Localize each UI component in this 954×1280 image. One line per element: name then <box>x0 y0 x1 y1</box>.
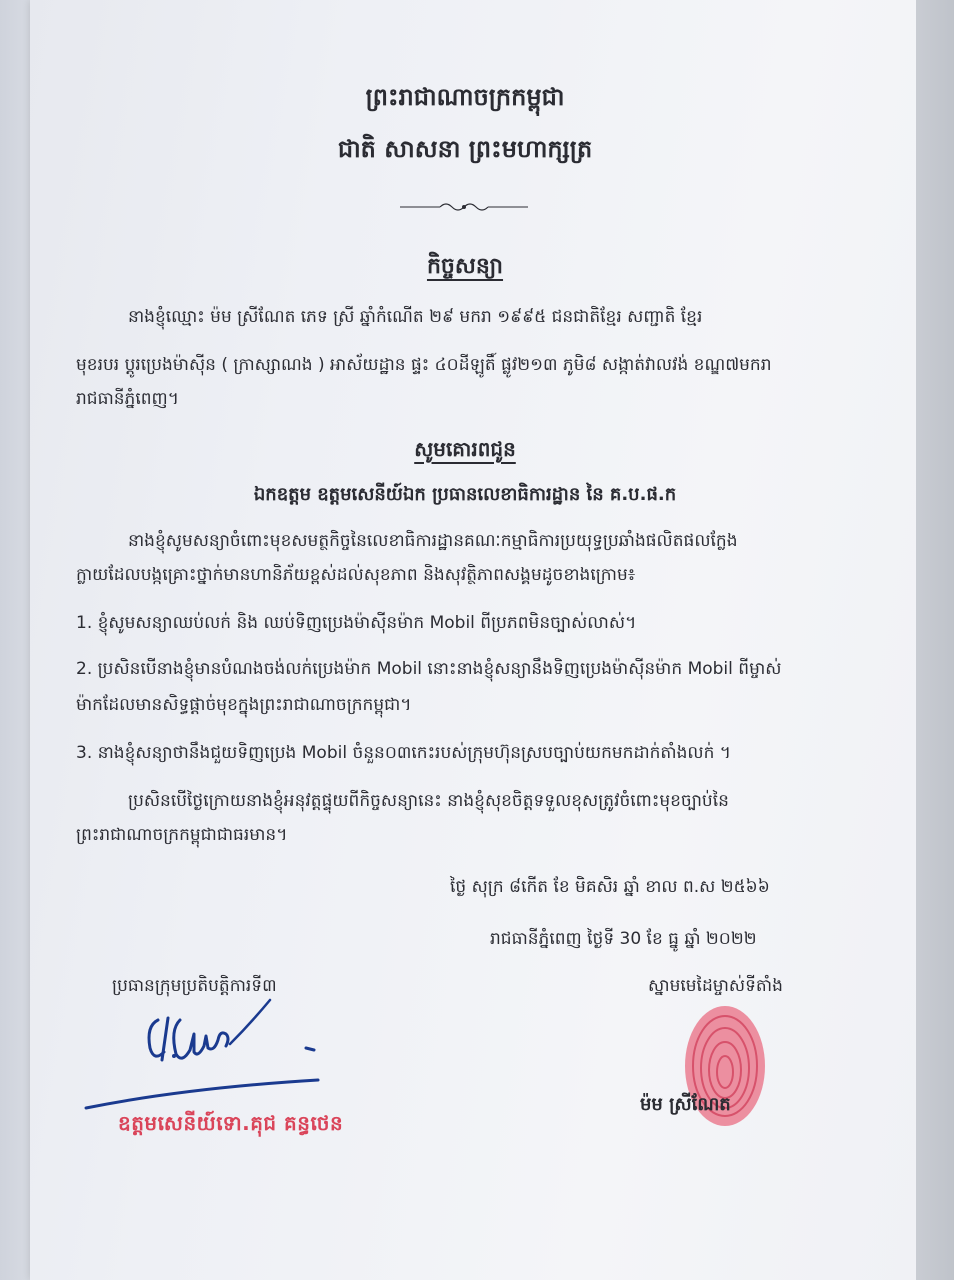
respect-heading: សូមគោរពជូន <box>414 437 516 461</box>
item-2-line-2: ម៉ាកដែលមានសិទ្ធផ្តាច់មុខក្នុងព្រះរាជាណាចក្រកម្ពុជា។ <box>76 695 412 715</box>
paragraph-2-line-1: ប្រសិនបើថ្ងៃក្រោយនាងខ្ញុំអនុវត្តផ្ទុយពីកិច្ចសន្យានេះ នាងខ្ញុំសុខចិត្តទទួលខុសត្រូវចំពោះមុខច្បាប់នៃ <box>128 791 729 811</box>
item-1: 1. ខ្ញុំសូមសន្យាឈប់លក់ និង ឈប់ទិញប្រេងម៉ាស៊ីនម៉ាក Mobil ពីប្រភពមិនច្បាស់លាស់។ <box>76 613 637 633</box>
handwritten-signature <box>80 990 340 1120</box>
intro-line-1: នាងខ្ញុំឈ្មោះ ម៉ម ស្រីណែត ភេទ ស្រី ឆ្នាំកំណើត ២៩ មករា ១៩៩៥ ជនជាតិខ្មែរ សញ្ជាតិ ខ្មែរ <box>128 307 703 327</box>
motto-heading: ជាតិ សាសនា ព្រះមហាក្សត្រ <box>337 135 593 163</box>
recipient-line: ឯកឧត្តម ឧត្តមសេនីយ៍ឯក ប្រធានលេខាធិការដ្ឋាន នៃ គ.ប.ផ.ក <box>253 484 677 505</box>
right-signatory-title: ស្នាមមេដៃម្ចាស់ទីតាំង <box>648 976 783 996</box>
solar-date: រាជធានីភ្នំពេញ ថ្ងៃទី 30 ខែ ធ្នូ ឆ្នាំ ២០២២ <box>490 929 757 949</box>
intro-line-2: មុខរបរ ប្តូរប្រេងម៉ាស៊ីន ( ក្រាស្សាណង ) អាស័យដ្ឋាន ផ្ទះ ៤០ដីឡូតិ៍ ផ្លូវ២១៣ ភូមិ៨ សង្កាត់វាលវង់ ខណ្ឌ៧មករា <box>76 355 772 375</box>
paper-edge-shadow <box>916 0 954 1280</box>
left-signatory-title: ប្រធានក្រុមប្រតិបត្តិការទី៣ <box>112 976 277 996</box>
lunar-date: ថ្ងៃ សុក្រ ៨កើត ខែ មិគសិរ ឆ្នាំ ខាល ព.ស ២៥៦៦ <box>450 877 770 897</box>
item-3: 3. នាងខ្ញុំសន្យាថានឹងជួយទិញប្រេង Mobil ចំនួន០៣កេះរបស់ក្រុមហ៊ុនស្របច្បាប់យកមកដាក់តាំងលក់ ។ <box>76 743 731 763</box>
document-title: កិច្ចសន្យា <box>426 254 504 279</box>
ornament-divider <box>400 198 528 216</box>
paragraph-2-line-2: ព្រះរាជាណាចក្រកម្ពុជាជាធរមាន។ <box>76 825 288 845</box>
item-2-line-1: 2. ប្រសិនបើនាងខ្ញុំមានបំណងចង់លក់ប្រេងម៉ាក Mobil នោះនាងខ្ញុំសន្យានឹងទិញប្រេងម៉ាស៊ីនម៉ាក Mobil ពីម្ចាស់ <box>76 659 782 679</box>
official-name-stamp: ឧត្តមសេនីយ៍ទោ.គុជ គន្ធថេន <box>118 1111 344 1135</box>
paragraph-1-line-1: នាងខ្ញុំសូមសន្យាចំពោះមុខសមត្ថកិច្ចនៃលេខាធិការដ្ឋានគណៈកម្មាធិការប្រយុទ្ធប្រឆាំងផលិតផលក្លែង <box>128 531 738 551</box>
paragraph-1-line-2: ក្លាយដែលបង្កគ្រោះថ្នាក់មានហានិភ័យខ្ពស់ដល់សុខភាព និងសុវត្ថិភាពសង្គមដូចខាងក្រោម៖ <box>76 565 636 585</box>
right-signatory-name: ម៉ម ស្រីណែត <box>640 1094 731 1115</box>
intro-line-3: រាជធានីភ្នំពេញ។ <box>76 389 179 409</box>
kingdom-heading: ព្រះរាជាណាចក្រកម្ពុជា <box>365 83 565 111</box>
